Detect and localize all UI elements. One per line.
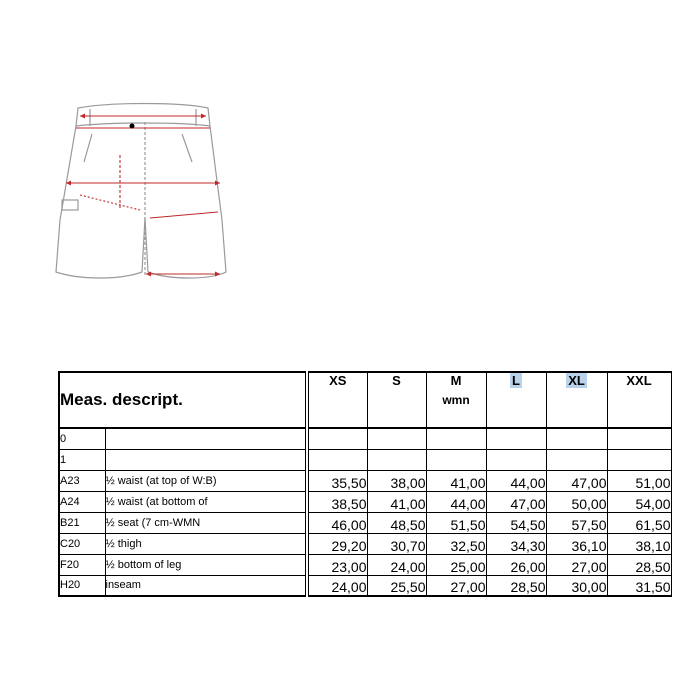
measurement-value: 51,50 [426, 512, 486, 533]
measurement-value: 24,00 [307, 575, 367, 596]
row-description: ½ waist (at bottom of [105, 491, 307, 512]
measurement-value: 30,00 [546, 575, 607, 596]
measurement-value: 25,00 [426, 554, 486, 575]
header-size-xxl [607, 372, 671, 428]
measurement-value: 28,50 [607, 554, 671, 575]
row-code: H20 [59, 575, 105, 596]
measurement-value [426, 428, 486, 449]
measurement-value: 26,00 [486, 554, 546, 575]
measurement-value: 38,00 [367, 470, 426, 491]
measurement-value: 28,50 [486, 575, 546, 596]
measurement-value: 34,30 [486, 533, 546, 554]
row-code: B21 [59, 512, 105, 533]
row-description: ½ bottom of leg [105, 554, 307, 575]
table-row [59, 554, 671, 575]
table-row [59, 491, 671, 512]
size-label: S [392, 373, 401, 388]
measurement-value: 61,50 [607, 512, 671, 533]
row-code: 0 [59, 428, 105, 449]
row-code: 1 [59, 449, 105, 470]
size-chart-table [58, 371, 672, 597]
measurement-value: 27,00 [426, 575, 486, 596]
measurement-value: 38,50 [307, 491, 367, 512]
shorts-measurement-diagram-icon [50, 100, 240, 290]
measurement-value: 46,00 [307, 512, 367, 533]
table-header-row [59, 372, 671, 428]
size-label: L [512, 373, 520, 388]
measurement-value: 31,50 [607, 575, 671, 596]
measurement-value: 23,00 [307, 554, 367, 575]
measurement-value: 36,10 [546, 533, 607, 554]
measurement-value [546, 449, 607, 470]
measurement-value [426, 449, 486, 470]
header-size-s [367, 372, 426, 428]
size-label: XXL [626, 373, 652, 388]
size-sublabel: wmn [442, 393, 470, 407]
table-row [59, 449, 671, 470]
row-description [105, 428, 307, 449]
measurement-value: 25,50 [367, 575, 426, 596]
measurement-value: 57,50 [546, 512, 607, 533]
measurement-value: 35,50 [307, 470, 367, 491]
header-size-xs [307, 372, 367, 428]
row-code: A23 [59, 470, 105, 491]
table-row [59, 512, 671, 533]
header-measure-description: Meas. descript. [59, 372, 307, 428]
measurement-value: 44,00 [426, 491, 486, 512]
measurement-value: 54,00 [607, 491, 671, 512]
measurement-value [607, 428, 671, 449]
measurement-value: 48,50 [367, 512, 426, 533]
measurement-value: 47,00 [546, 470, 607, 491]
measurement-value: 54,50 [486, 512, 546, 533]
row-code: F20 [59, 554, 105, 575]
size-label: M [450, 373, 462, 388]
row-description: ½ waist (at top of W:B) [105, 470, 307, 491]
measurement-value: 41,00 [426, 470, 486, 491]
measurement-value: 47,00 [486, 491, 546, 512]
table-row [59, 470, 671, 491]
shorts-measurement-diagram [50, 100, 240, 290]
size-label: XL [568, 373, 585, 388]
row-description: ½ seat (7 cm-WMN [105, 512, 307, 533]
table-row [59, 428, 671, 449]
row-code: A24 [59, 491, 105, 512]
row-description: inseam [105, 575, 307, 596]
measurement-value [307, 428, 367, 449]
measurement-value: 50,00 [546, 491, 607, 512]
table-row [59, 575, 671, 596]
table-body [59, 428, 671, 596]
measurement-value: 51,00 [607, 470, 671, 491]
header-size-m [426, 372, 486, 428]
row-description [105, 449, 307, 470]
measurement-value [486, 449, 546, 470]
measurement-value: 32,50 [426, 533, 486, 554]
measurement-value [486, 428, 546, 449]
measurement-value: 38,10 [607, 533, 671, 554]
measurement-value: 41,00 [367, 491, 426, 512]
header-size-l [486, 372, 546, 428]
row-code: C20 [59, 533, 105, 554]
table-row [59, 533, 671, 554]
measurement-value [367, 428, 426, 449]
measurement-value [367, 449, 426, 470]
measurement-value [607, 449, 671, 470]
measurement-value: 27,00 [546, 554, 607, 575]
measurement-value: 44,00 [486, 470, 546, 491]
measurement-value: 24,00 [367, 554, 426, 575]
size-label: XS [329, 373, 347, 388]
measurement-value [307, 449, 367, 470]
measurement-value: 30,70 [367, 533, 426, 554]
measurement-value: 29,20 [307, 533, 367, 554]
measurement-value [546, 428, 607, 449]
row-description: ½ thigh [105, 533, 307, 554]
header-size-xl [546, 372, 607, 428]
